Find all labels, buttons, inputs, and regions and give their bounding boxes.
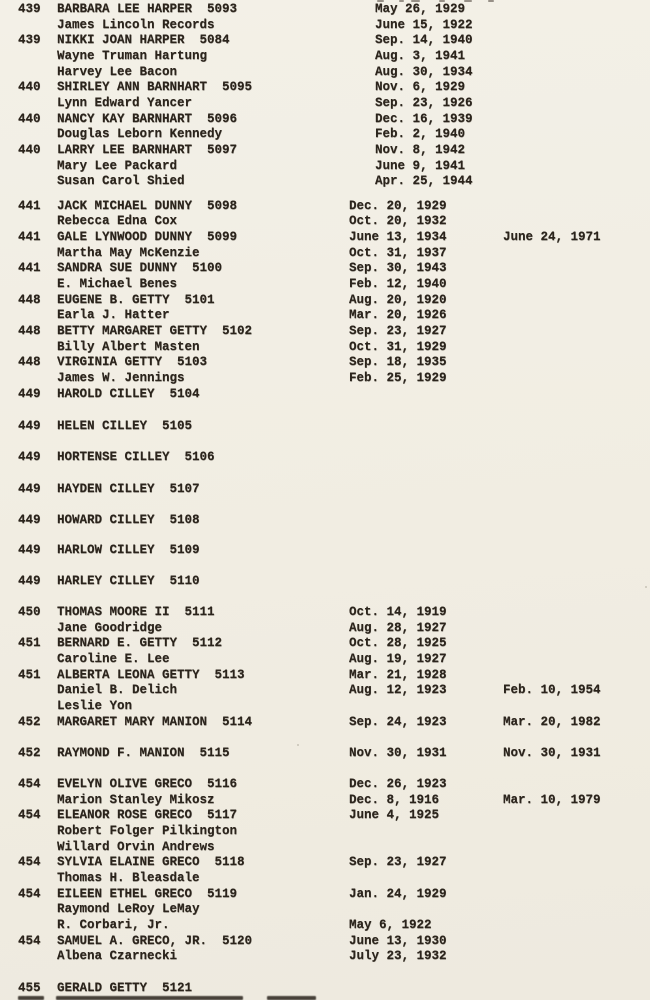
record-row <box>0 293 650 309</box>
record-row <box>0 981 650 997</box>
birth-date: Dec. 26, 1923 <box>349 776 447 791</box>
detail-row <box>0 159 650 175</box>
death-date: Nov. 30, 1931 <box>503 745 601 760</box>
record-row <box>0 887 650 903</box>
record-section <box>0 199 650 403</box>
birth-date: Oct. 31, 1937 <box>349 245 447 260</box>
name-line <box>57 934 252 950</box>
person-name: ALBERTA LEONA GETTY <box>57 667 200 682</box>
person-id: 5112 <box>192 636 223 651</box>
ref-number: 449 <box>18 543 41 558</box>
person-name: SANDRA SUE DUNNY <box>57 261 178 276</box>
ref-number: 440 <box>18 111 41 126</box>
name-line <box>57 80 252 96</box>
person-name: SYLVIA ELAINE GRECO <box>57 855 200 870</box>
name-line <box>57 143 237 159</box>
ref-number: 439 <box>18 33 41 48</box>
birth-date: May 26, 1929 <box>375 2 466 16</box>
birth-date: Oct. 14, 1919 <box>349 604 447 619</box>
record-section <box>0 605 650 730</box>
birth-date: Dec. 20, 1929 <box>349 198 447 213</box>
birth-date: Jan. 24, 1929 <box>349 886 447 901</box>
death-date: Mar. 20, 1982 <box>503 714 601 729</box>
record-row <box>0 668 650 684</box>
record-row <box>0 605 650 621</box>
record-row <box>0 636 650 652</box>
name-line <box>57 746 230 762</box>
person-name: RAYMOND F. MANION <box>57 745 185 760</box>
ref-number: 441 <box>18 261 41 276</box>
record-section <box>0 574 650 590</box>
birth-date: June 15, 1922 <box>375 17 473 32</box>
ref-number: 454 <box>18 855 41 870</box>
person-id: 5103 <box>177 355 208 370</box>
person-id: 5102 <box>222 323 253 338</box>
name-line <box>57 652 170 668</box>
person-name: Mary Lee Packard <box>57 158 178 173</box>
person-id: 5107 <box>169 481 200 496</box>
detail-row <box>0 214 650 230</box>
person-name: ELEANOR ROSE GRECO <box>57 808 193 823</box>
record-row <box>0 230 650 246</box>
detail-row <box>0 277 650 293</box>
record-row <box>0 324 650 340</box>
name-line <box>57 18 215 34</box>
person-name: E. Michael Benes <box>57 276 178 291</box>
person-id: 5110 <box>169 574 200 589</box>
record-row <box>0 543 650 559</box>
person-id: 5096 <box>207 111 238 126</box>
birth-date: Nov. 8, 1942 <box>375 143 466 158</box>
ref-number: 448 <box>18 292 41 307</box>
name-line <box>57 49 207 65</box>
birth-date: Aug. 3, 1941 <box>375 49 466 64</box>
name-line <box>57 574 200 590</box>
detail-row <box>0 96 650 112</box>
name-line <box>57 482 200 498</box>
birth-date: Apr. 25, 1944 <box>375 174 473 189</box>
name-line <box>57 918 170 934</box>
person-name: Billy Albert Masten <box>57 339 200 354</box>
person-name: Harvey Lee Bacon <box>57 64 178 79</box>
person-name: Wayne Truman Hartung <box>57 49 208 64</box>
record-row <box>0 450 650 466</box>
record-row <box>0 934 650 950</box>
person-name: SAMUEL A. GRECO, JR. <box>57 933 208 948</box>
record-row <box>0 746 650 762</box>
ref-number: 449 <box>18 512 41 527</box>
record-row <box>0 199 650 215</box>
detail-row <box>0 824 650 840</box>
record-row <box>0 808 650 824</box>
name-line <box>57 159 177 175</box>
birth-date: Aug. 19, 1927 <box>349 651 447 666</box>
birth-date: Feb. 2, 1940 <box>375 127 466 142</box>
ref-number: 448 <box>18 323 41 338</box>
name-line <box>57 65 177 81</box>
detail-row <box>0 840 650 856</box>
person-name: HARLEY CILLEY <box>57 574 155 589</box>
name-line <box>57 230 237 246</box>
name-line <box>57 199 237 215</box>
birth-date: Feb. 25, 1929 <box>349 370 447 385</box>
death-date: June 24, 1971 <box>503 229 601 244</box>
detail-row <box>0 65 650 81</box>
person-id: 5106 <box>184 450 215 465</box>
ink-fragment <box>56 996 243 1000</box>
birth-date: Sep. 30, 1943 <box>349 261 447 276</box>
record-row <box>0 777 650 793</box>
name-line <box>57 174 185 190</box>
birth-date: Sep. 18, 1935 <box>349 355 447 370</box>
birth-date: July 23, 1932 <box>349 949 447 964</box>
name-line <box>57 324 252 340</box>
ref-number: 450 <box>18 604 41 619</box>
person-name: LARRY LEE BARNHART <box>57 143 193 158</box>
record-section <box>0 981 650 997</box>
person-name: Albena Czarnecki <box>57 949 178 964</box>
name-line <box>57 699 132 715</box>
person-id: 5099 <box>207 229 238 244</box>
birth-date: Sep. 23, 1927 <box>349 855 447 870</box>
detail-row <box>0 902 650 918</box>
birth-date: Aug. 12, 1923 <box>349 683 447 698</box>
name-line <box>57 387 200 403</box>
record-row <box>0 574 650 590</box>
name-line <box>57 246 200 262</box>
record-row <box>0 80 650 96</box>
birth-date: Oct. 31, 1929 <box>349 339 447 354</box>
person-name: HAROLD CILLEY <box>57 386 155 401</box>
person-id: 5118 <box>214 855 245 870</box>
person-name: Daniel B. Delich <box>57 683 178 698</box>
person-name: Rebecca Edna Cox <box>57 214 178 229</box>
person-id: 5105 <box>162 419 193 434</box>
detail-row <box>0 621 650 637</box>
ref-number: 451 <box>18 667 41 682</box>
person-name: Thomas H. Bleasdale <box>57 870 200 885</box>
person-name: NANCY KAY BARNHART <box>57 111 193 126</box>
detail-row <box>0 18 650 34</box>
person-name: HAYDEN CILLEY <box>57 481 155 496</box>
name-line <box>57 340 200 356</box>
name-line <box>57 902 200 918</box>
person-name: Martha May McKenzie <box>57 245 200 260</box>
birth-date: Aug. 30, 1934 <box>375 64 473 79</box>
ref-number: 440 <box>18 143 41 158</box>
detail-row <box>0 793 650 809</box>
death-date: Mar. 10, 1979 <box>503 792 601 807</box>
birth-date: Sep. 23, 1927 <box>349 323 447 338</box>
birth-date: Dec. 8, 1916 <box>349 792 440 807</box>
person-name: EUGENE B. GETTY <box>57 292 170 307</box>
detail-row <box>0 652 650 668</box>
name-line <box>57 127 222 143</box>
name-line <box>57 33 230 49</box>
ref-number: 440 <box>18 80 41 95</box>
birth-date: Sep. 24, 1923 <box>349 714 447 729</box>
name-line <box>57 683 177 699</box>
name-line <box>57 949 177 965</box>
record-row <box>0 387 650 403</box>
person-id: 5101 <box>184 292 215 307</box>
scan-speck <box>297 744 299 746</box>
birth-date: June 9, 1941 <box>375 158 466 173</box>
person-name: Douglas Leborn Kennedy <box>57 127 223 142</box>
person-name: THOMAS MOORE II <box>57 604 170 619</box>
ref-number: 454 <box>18 808 41 823</box>
record-row <box>0 482 650 498</box>
person-id: 5100 <box>192 261 223 276</box>
person-name: GALE LYNWOOD DUNNY <box>57 229 193 244</box>
person-name: Robert Folger Pilkington <box>57 823 238 838</box>
record-section <box>0 543 650 559</box>
record-row <box>0 715 650 731</box>
person-id: 5093 <box>207 2 238 16</box>
person-id: 5119 <box>207 886 238 901</box>
name-line <box>57 513 200 529</box>
person-id: 5120 <box>222 933 253 948</box>
name-line <box>57 355 207 371</box>
person-name: Leslie Yon <box>57 698 133 713</box>
ref-number: 451 <box>18 636 41 651</box>
person-name: NIKKI JOAN HARPER <box>57 33 185 48</box>
ref-number: 439 <box>18 2 41 16</box>
name-line <box>57 793 215 809</box>
name-line <box>57 261 222 277</box>
detail-row <box>0 340 650 356</box>
record-row <box>0 855 650 871</box>
person-name: Jane Goodridge <box>57 620 163 635</box>
ref-number: 449 <box>18 481 41 496</box>
ref-number: 452 <box>18 714 41 729</box>
birth-date: June 4, 1925 <box>349 808 440 823</box>
person-id: 5115 <box>199 745 230 760</box>
name-line <box>57 715 252 731</box>
person-name: HELEN CILLEY <box>57 419 148 434</box>
person-id: 5116 <box>207 776 238 791</box>
records-list <box>0 2 650 997</box>
person-id: 5108 <box>169 512 200 527</box>
person-name: BETTY MARGARET GETTY <box>57 323 208 338</box>
birth-date: Dec. 16, 1939 <box>375 111 473 126</box>
death-date: Feb. 10, 1954 <box>503 683 601 698</box>
ref-number: 454 <box>18 886 41 901</box>
birth-date: Mar. 21, 1928 <box>349 667 447 682</box>
record-row <box>0 261 650 277</box>
birth-date: June 13, 1930 <box>349 933 447 948</box>
person-name: EVELYN OLIVE GRECO <box>57 776 193 791</box>
detail-row <box>0 371 650 387</box>
person-name: Caroline E. Lee <box>57 651 170 666</box>
record-section <box>0 777 650 965</box>
record-row <box>0 112 650 128</box>
name-line <box>57 308 170 324</box>
person-name: MARGARET MARY MANION <box>57 714 208 729</box>
name-line <box>57 112 237 128</box>
person-id: 5117 <box>207 808 238 823</box>
name-line <box>57 2 237 18</box>
birth-date: Aug. 20, 1920 <box>349 292 447 307</box>
detail-row <box>0 127 650 143</box>
name-line <box>57 871 200 887</box>
person-name: R. Corbari, Jr. <box>57 917 170 932</box>
birth-date: Feb. 12, 1940 <box>349 276 447 291</box>
birth-date: Sep. 14, 1940 <box>375 33 473 48</box>
person-id: 5121 <box>162 981 193 996</box>
birth-date: Mar. 20, 1926 <box>349 308 447 323</box>
name-line <box>57 293 215 309</box>
detail-row <box>0 308 650 324</box>
name-line <box>57 636 222 652</box>
detail-row <box>0 918 650 934</box>
ref-number: 441 <box>18 198 41 213</box>
name-line <box>57 887 237 903</box>
birth-date: Nov. 6, 1929 <box>375 80 466 95</box>
birth-date: Oct. 20, 1932 <box>349 214 447 229</box>
name-line <box>57 840 215 856</box>
person-name: EILEEN ETHEL GRECO <box>57 886 193 901</box>
person-id: 5113 <box>214 667 245 682</box>
ref-number: 449 <box>18 450 41 465</box>
detail-row <box>0 246 650 262</box>
ref-number: 448 <box>18 355 41 370</box>
detail-row <box>0 49 650 65</box>
person-name: HARLOW CILLEY <box>57 543 155 558</box>
name-line <box>57 543 200 559</box>
ref-number: 449 <box>18 386 41 401</box>
name-line <box>57 450 215 466</box>
name-line <box>57 855 245 871</box>
person-id: 5098 <box>207 198 238 213</box>
ink-fragment <box>267 996 316 1000</box>
person-name: HOWARD CILLEY <box>57 512 155 527</box>
name-line <box>57 981 192 997</box>
name-line <box>57 214 177 230</box>
person-id: 5095 <box>222 80 253 95</box>
detail-row <box>0 949 650 965</box>
person-name: BARBARA LEE HARPER <box>57 2 193 16</box>
record-row <box>0 513 650 529</box>
record-section <box>0 419 650 435</box>
scan-speck <box>645 586 647 588</box>
person-name: SHIRLEY ANN BARNHART <box>57 80 208 95</box>
birth-date: Aug. 28, 1927 <box>349 620 447 635</box>
person-name: James W. Jennings <box>57 370 185 385</box>
record-row <box>0 355 650 371</box>
record-row <box>0 419 650 435</box>
person-name: Marion Stanley Mikosz <box>57 792 215 807</box>
person-name: GERALD GETTY <box>57 981 148 996</box>
detail-row <box>0 871 650 887</box>
person-name: HORTENSE CILLEY <box>57 450 170 465</box>
record-row <box>0 33 650 49</box>
name-line <box>57 419 192 435</box>
birth-date: Nov. 30, 1931 <box>349 745 447 760</box>
person-name: BERNARD E. GETTY <box>57 636 178 651</box>
record-row <box>0 2 650 18</box>
record-section <box>0 746 650 762</box>
person-id: 5114 <box>222 714 253 729</box>
record-section <box>0 2 650 190</box>
record-section <box>0 482 650 498</box>
name-line <box>57 96 192 112</box>
ref-number: 455 <box>18 981 41 996</box>
record-row <box>0 143 650 159</box>
person-name: Susan Carol Shied <box>57 174 185 189</box>
ref-number: 454 <box>18 933 41 948</box>
person-id: 5084 <box>199 33 230 48</box>
person-name: Lynn Edward Yancer <box>57 96 193 111</box>
person-id: 5097 <box>207 143 238 158</box>
ref-number: 449 <box>18 574 41 589</box>
ref-number: 441 <box>18 229 41 244</box>
ref-number: 449 <box>18 419 41 434</box>
birth-date: June 13, 1934 <box>349 229 447 244</box>
person-name: Raymond LeRoy LeMay <box>57 902 200 917</box>
birth-date: May 6, 1922 <box>349 917 432 932</box>
name-line <box>57 777 237 793</box>
record-section <box>0 450 650 466</box>
ref-number: 454 <box>18 776 41 791</box>
name-line <box>57 824 237 840</box>
person-name: VIRGINIA GETTY <box>57 355 163 370</box>
detail-row <box>0 683 650 699</box>
detail-row <box>0 174 650 190</box>
ink-fragment <box>18 996 44 1000</box>
person-name: James Lincoln Records <box>57 17 215 32</box>
record-section <box>0 513 650 529</box>
birth-date: Oct. 28, 1925 <box>349 636 447 651</box>
name-line <box>57 277 177 293</box>
person-id: 5111 <box>184 604 215 619</box>
person-name: JACK MICHAEL DUNNY <box>57 198 193 213</box>
person-name: Willard Orvin Andrews <box>57 839 215 854</box>
name-line <box>57 371 185 387</box>
name-line <box>57 668 245 684</box>
birth-date: Sep. 23, 1926 <box>375 96 473 111</box>
detail-row <box>0 699 650 715</box>
ref-number: 452 <box>18 745 41 760</box>
name-line <box>57 605 215 621</box>
name-line <box>57 808 237 824</box>
person-id: 5104 <box>169 386 200 401</box>
person-id: 5109 <box>169 543 200 558</box>
name-line <box>57 621 162 637</box>
person-name: Earla J. Hatter <box>57 308 170 323</box>
